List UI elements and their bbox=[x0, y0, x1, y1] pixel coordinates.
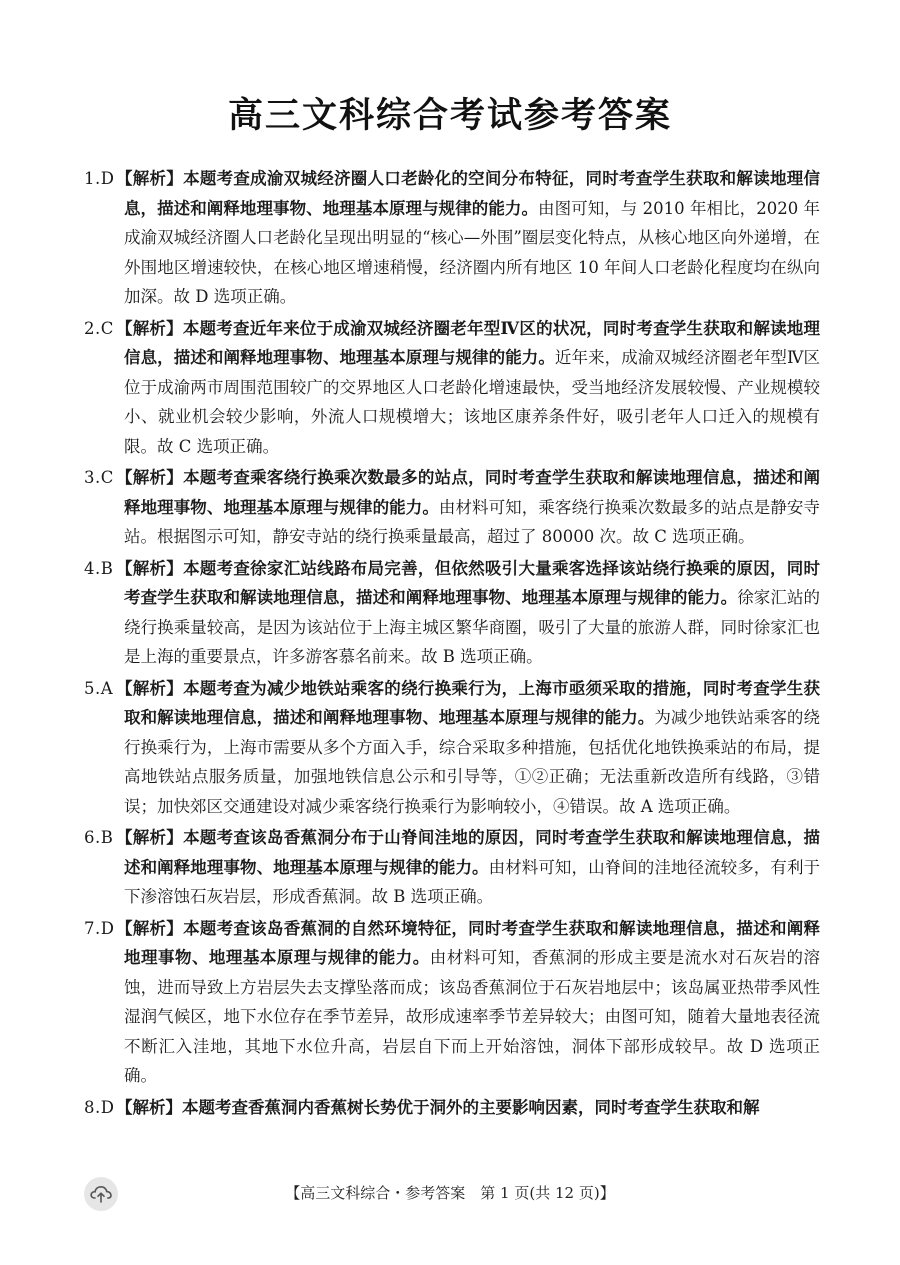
page-footer: 【高三文科综合・参考答案 第 1 页(共 12 页)】 bbox=[285, 1184, 615, 1202]
answer-lead: 本题考查香蕉洞内香蕉树长势优于洞外的主要影响因素，同时考查学生获取和解 bbox=[182, 1097, 760, 1117]
answer-number: 4.B bbox=[84, 558, 114, 578]
answer-item-7 bbox=[84, 914, 820, 1091]
answer-body: 由材料可知，山脊间的洼地径流较多，有利于下渗溶蚀石灰岩层，形成香蕉洞。故 B 选项正确。 bbox=[124, 857, 821, 906]
answer-body: 由材料可知，香蕉洞的形成主要是流水对石灰岩的溶蚀，进而导致上方岩层失去支撑坠落而成；该岛香蕉洞位于石灰岩地层中；该岛属亚热带季风性湿润气候区，地下水位存在季节差异，故形成速率季节差异较大；由图可知，随着大量地表径流不断汇入洼地，其地下水位升高，岩层自下而上开始溶蚀，洞体下部形成较早。故 D 选项正确。 bbox=[124, 948, 821, 1085]
answer-body: 为减少地铁站乘客的绕行换乘行为，上海市需要从多个方面入手，综合采取多种措施，包括优化地铁换乘站的布局，提高地铁站点服务质量，加强地铁信息公示和引导等，①②正确；无法重新改造所有线路，③错误；加快郊区交通建设对减少乘客绕行换乘行为影响较小，④错误。故 A 选项正确。 bbox=[124, 708, 821, 816]
answer-lead: 本题考查成渝双城经济圈人口老龄化的空间分布特征，同时考查学生获取和解读地理信息，描述和阐释地理事物、地理基本原理与规律的能力。 bbox=[124, 169, 821, 218]
answer-lead: 本题考查近年来位于成渝双城经济圈老年型Ⅳ区的状况，同时考查学生获取和解读地理信息，描述和阐释地理事物、地理基本原理与规律的能力。 bbox=[124, 318, 820, 367]
analysis-tag: 【解析】 bbox=[116, 558, 184, 578]
answer-body: 由图可知，与 2010 年相比，2020 年成渝双城经济圈人口老龄化呈现出明显的“核心—外围”圈层变化特点，从核心地区向外递增，在外围地区增速较快，在核心地区增速稍慢，经济圈内所有地区 10 年间人口老龄化程度均在纵向加深。故 D 选项正确。 bbox=[124, 198, 821, 306]
analysis-tag: 【解析】 bbox=[116, 468, 184, 487]
answer-number: 1.D bbox=[84, 169, 115, 188]
answer-body: 徐家汇站的绕行换乘量较高，是因为该站位于上海主城区繁华商圈，吸引了大量的旅游人群，同时徐家汇也是上海的重要景点，许多游客慕名前来。故 B 选项正确。 bbox=[124, 588, 821, 666]
answer-list bbox=[84, 164, 820, 1124]
answer-number: 6.B bbox=[84, 828, 114, 847]
analysis-tag: 【解析】 bbox=[116, 318, 183, 338]
analysis-tag: 【解析】 bbox=[116, 828, 184, 847]
answer-number: 3.C bbox=[84, 468, 114, 487]
analysis-tag: 【解析】 bbox=[116, 1097, 182, 1117]
answer-item-6 bbox=[84, 823, 820, 912]
analysis-tag: 【解析】 bbox=[116, 678, 184, 698]
answer-lead: 本题考查该岛香蕉洞的自然环境特征，同时考查学生获取和解读地理信息，描述和阐释地理事物、地理基本原理与规律的能力。 bbox=[124, 918, 821, 967]
answer-item-2 bbox=[84, 314, 820, 462]
answer-number: 8.D bbox=[84, 1097, 115, 1117]
answer-number: 2.C bbox=[84, 318, 114, 338]
answer-item-3 bbox=[84, 463, 820, 552]
answer-lead: 本题考查为减少地铁站乘客的绕行换乘行为，上海市亟须采取的措施，同时考查学生获取和解读地理信息，描述和阐释地理事物、地理基本原理与规律的能力。 bbox=[124, 678, 821, 727]
answer-item-1 bbox=[84, 164, 820, 312]
analysis-tag: 【解析】 bbox=[116, 169, 184, 188]
answer-lead: 本题考查该岛香蕉洞分布于山脊间洼地的原因，同时考查学生获取和解读地理信息，描述和阐释地理事物、地理基本原理与规律的能力。 bbox=[124, 828, 821, 877]
answer-item-4 bbox=[84, 554, 820, 672]
answer-body: 近年来，成渝双城经济圈老年型Ⅳ区位于成渝两市周围范围较广的交界地区人口老龄化增速最快，受当地经济发展较慢、产业规模较小、就业机会较少影响，外流人口规模增大；该地区康养条件好，吸引老年人口迁入的规模有限。故 C 选项正确。 bbox=[124, 348, 821, 456]
answer-item-8 bbox=[84, 1093, 820, 1123]
page-title: 高三文科综合考试参考答案 bbox=[227, 96, 672, 136]
answer-lead: 本题考查乘客绕行换乘次数最多的站点，同时考查学生获取和解读地理信息，描述和阐释地理事物、地理基本原理与规律的能力。 bbox=[124, 468, 821, 517]
answer-number: 5.A bbox=[84, 678, 114, 698]
analysis-tag: 【解析】 bbox=[116, 918, 184, 938]
answer-item-5 bbox=[84, 674, 820, 822]
answer-number: 7.D bbox=[84, 918, 115, 938]
answer-body: 由材料可知，乘客绕行换乘次数最多的站点是静安寺站。根据图示可知，静安寺站的绕行换乘量最高，超过了 80000 次。故 C 选项正确。 bbox=[124, 497, 821, 546]
answer-lead: 本题考查徐家汇站线路布局完善，但依然吸引大量乘客选择该站绕行换乘的原因，同时考查学生获取和解读地理信息，描述和阐释地理事物、地理基本原理与规律的能力。 bbox=[124, 558, 821, 607]
